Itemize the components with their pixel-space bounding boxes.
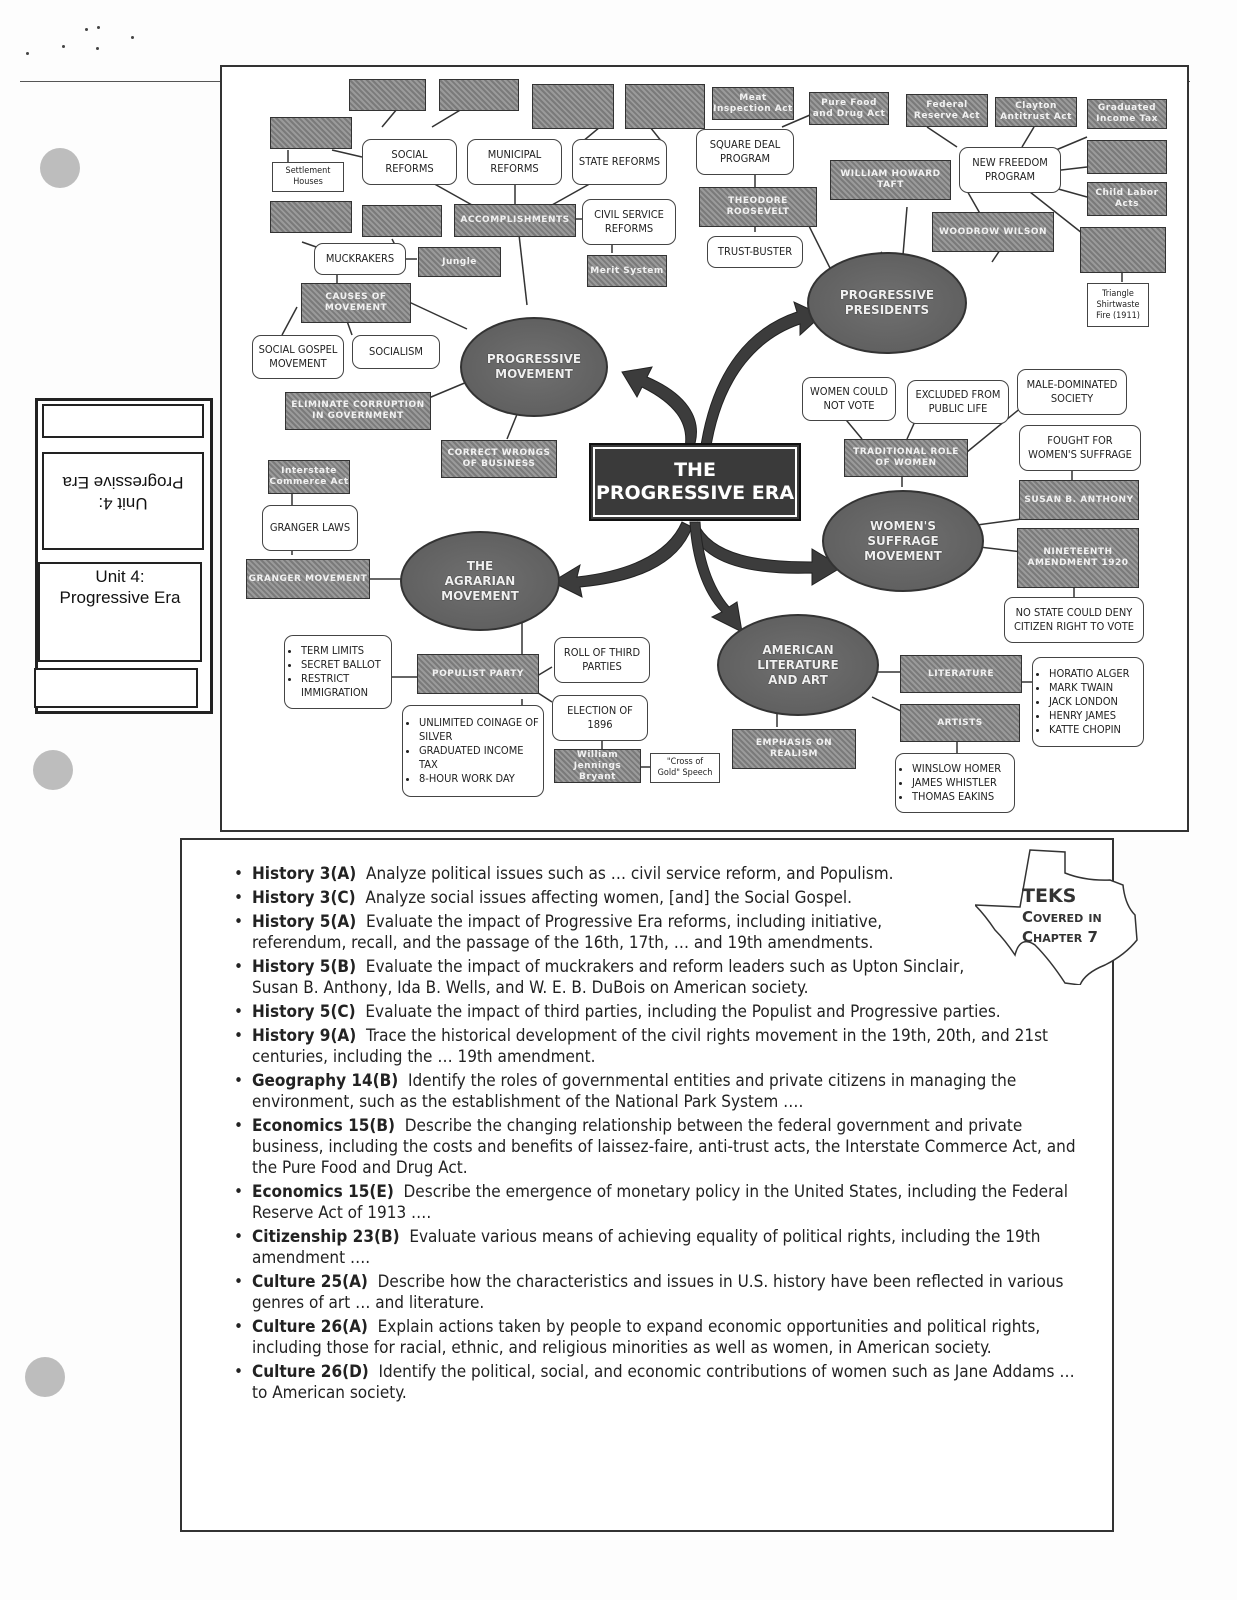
tab-title-upright: Progressive Era	[59, 588, 181, 607]
list-artists	[895, 753, 1015, 813]
shaded-box-social-3	[270, 117, 352, 149]
tab-label-blank-top	[42, 404, 204, 438]
teks-badge-line2: Covered in	[1022, 908, 1102, 926]
shaded-box-traditional-role: TRADITIONAL ROLE OF WOMEN	[844, 439, 968, 477]
box-state-reforms: STATE REFORMS	[572, 139, 667, 185]
shaded-box-literature: LITERATURE	[900, 655, 1022, 693]
shaded-box-state-2	[625, 84, 705, 129]
shaded-box-social-reform-2	[439, 79, 519, 111]
box-women-could-not-vote: WOMEN COULD NOT VOTE	[802, 377, 896, 421]
oval-womens-suffrage: WOMEN'S SUFFRAGE MOVEMENT	[822, 490, 984, 592]
teks-item: • History 3(A) Analyze political issues such as … civil service reform, and Populism.	[252, 864, 1092, 885]
shaded-box-federal-reserve: Federal Reserve Act	[906, 94, 988, 127]
box-excluded-public-life: EXCLUDED FROM PUBLIC LIFE	[907, 380, 1009, 424]
oval-progressive-movement: PROGRESSIVE MOVEMENT	[460, 317, 608, 417]
shaded-box-nineteenth-amendment: NINETEENTH AMENDMENT 1920	[1017, 528, 1139, 588]
box-roll-third-parties: ROLL OF THIRD PARTIES	[554, 637, 650, 683]
teks-item: • Culture 26(D) Identify the political, social, and economic contributions of women such as Jane Addams … to American society.	[252, 1362, 1092, 1404]
box-fought-suffrage: FOUGHT FOR WOMEN'S SUFFRAGE	[1019, 425, 1141, 471]
teks-item: • Economics 15(B) Describe the changing relationship between the federal government and private business, including the costs and benefits of laissez-faire, anti-trust acts, the Interstate Commerce Act, and the Pure Food and Drug Act.	[252, 1116, 1092, 1179]
box-muckrakers: MUCKRAKERS	[314, 243, 406, 275]
tab-label-frame	[35, 398, 213, 714]
shaded-box-state-1	[532, 84, 614, 129]
shaded-box-merit-system: Merit System	[587, 255, 667, 287]
scan-speck	[131, 36, 134, 39]
shaded-box-susan-b-anthony: SUSAN B. ANTHONY	[1019, 480, 1139, 520]
tab-unit-upright: Unit 4:	[95, 567, 145, 586]
box-social-reforms: SOCIAL REFORMS	[362, 139, 457, 185]
center-title-box	[589, 443, 801, 521]
teks-item: • Culture 26(A) Explain actions taken by people to expand economic opportunities and political rights, including those for racial, ethnic, and religious minorities as well as women, in American society.	[252, 1317, 1092, 1359]
shaded-box-meat-inspection: Meat Inspection Act	[712, 87, 794, 120]
teks-item: • Geography 14(B) Identify the roles of governmental entities and private citizens in managing the environment, such as the establishment of the National Park System ….	[252, 1071, 1092, 1113]
scan-speck	[97, 26, 100, 29]
tab-label-upside-down	[42, 452, 204, 550]
box-trust-buster: TRUST-BUSTER	[707, 236, 803, 268]
list-writers	[1032, 657, 1144, 747]
list-item: • JACK LONDON	[1049, 695, 1130, 709]
list-item: • MARK TWAIN	[1049, 681, 1130, 695]
scan-speck	[26, 52, 29, 55]
teks-item: • Citizenship 23(B) Evaluate various means of achieving equality of political rights, including the 19th amendment ….	[252, 1227, 1092, 1269]
list-item: • UNLIMITED COINAGE OF SILVER	[419, 716, 539, 744]
list-item: • WINSLOW HOMER	[912, 762, 1001, 776]
shaded-box-populist-party: POPULIST PARTY	[417, 654, 539, 694]
box-municipal-reforms: MUNICIPAL REFORMS	[467, 139, 562, 185]
shaded-box-wilson-program-3	[1080, 227, 1166, 273]
binder-hole-middle	[33, 750, 73, 790]
box-social-gospel: SOCIAL GOSPEL MOVEMENT	[252, 335, 344, 379]
shaded-box-woodrow-wilson: WOODROW WILSON	[932, 212, 1054, 252]
shaded-box-william-jennings-bryan: William Jennings Bryant	[554, 749, 641, 783]
shaded-box-jungle: Jungle	[418, 247, 501, 277]
box-triangle-fire: Triangle Shirtwaste Fire (1911)	[1087, 283, 1149, 327]
scan-speck	[85, 28, 88, 31]
tab-title-upside-down: Progressive Era	[62, 473, 184, 492]
box-no-state-deny: NO STATE COULD DENY CITIZEN RIGHT TO VOTE	[1004, 597, 1144, 643]
teks-item: • History 5(B) Evaluate the impact of muckrakers and reform leaders such as Upton Sinclair, Susan B. Anthony, Ida B. Wells, and W. E. B. DuBois on American society.	[252, 957, 992, 999]
box-election-1896: ELECTION OF 1896	[552, 695, 648, 741]
box-cross-of-gold: "Cross of Gold" Speech	[650, 753, 720, 783]
center-title-line2: PROGRESSIVE ERA	[595, 482, 795, 504]
shaded-box-eliminate-corruption: ELIMINATE CORRUPTION IN GOVERNMENT	[285, 392, 431, 430]
oval-agrarian-movement: THE AGRARIAN MOVEMENT	[400, 531, 560, 631]
shaded-box-artists: ARTISTS	[900, 704, 1020, 742]
teks-badge	[1022, 885, 1102, 947]
list-item: • SECRET BALLOT	[301, 658, 387, 672]
box-settlement-houses: Settlement Houses	[272, 162, 344, 192]
shaded-box-muckraker-2	[362, 205, 442, 237]
shaded-box-pure-food: Pure Food and Drug Act	[809, 92, 889, 125]
teks-panel	[180, 838, 1114, 1532]
box-granger-laws: GRANGER LAWS	[262, 505, 358, 551]
binder-hole-top	[40, 148, 80, 188]
shaded-box-interstate-commerce: Interstate Commerce Act	[268, 460, 350, 494]
list-item: • THOMAS EAKINS	[912, 790, 1001, 804]
teks-item: • History 3(C) Analyze social issues affecting women, [and] the Social Gospel.	[252, 888, 1092, 909]
shaded-box-social-reform-1	[349, 79, 426, 111]
shaded-box-wilson-program-1	[1087, 140, 1167, 174]
teks-item: • History 5(A) Evaluate the impact of Progressive Era reforms, including initiative, referendum, recall, and the passage of the 16th, 17th, … and 19th amendments.	[252, 912, 912, 954]
tab-label-upright	[38, 562, 202, 662]
list-item: • TERM LIMITS	[301, 644, 387, 658]
shaded-box-muckraker-1	[270, 201, 352, 233]
shaded-box-causes: CAUSES OF MOVEMENT	[301, 283, 411, 323]
list-item: • 8-HOUR WORK DAY	[419, 772, 539, 786]
tab-unit-upside-down: Unit 4:	[98, 494, 148, 513]
shaded-box-clayton: Clayton Antitrust Act	[995, 97, 1077, 127]
scan-speck	[62, 45, 65, 48]
teks-item: • History 9(A) Trace the historical development of the civil rights movement in the 19th, 20th, and 21st centuries, including the … 19th amendment.	[252, 1026, 1092, 1068]
teks-list	[252, 864, 1092, 1407]
teks-badge-title: TEKS	[1022, 885, 1077, 907]
list-item: • KATTE CHOPIN	[1049, 723, 1130, 737]
shaded-box-granger-movement: GRANGER MOVEMENT	[246, 559, 370, 599]
list-item: • JAMES WHISTLER	[912, 776, 1001, 790]
box-socialism: SOCIALISM	[352, 335, 440, 369]
binder-hole-bottom	[25, 1357, 65, 1397]
list-populist-platform	[402, 705, 544, 797]
shaded-box-emphasis-realism: EMPHASIS ON REALISM	[732, 729, 856, 769]
box-new-freedom: NEW FREEDOM PROGRAM	[959, 147, 1061, 193]
box-square-deal: SQUARE DEAL PROGRAM	[696, 129, 794, 175]
list-item: • RESTRICT IMMIGRATION	[301, 672, 387, 700]
shaded-box-correct-wrongs: CORRECT WRONGS OF BUSINESS	[441, 440, 557, 478]
tab-label-blank-bottom	[34, 668, 198, 708]
teks-item: • Economics 15(E) Describe the emergence of monetary policy in the United States, including the Federal Reserve Act of 1913 ….	[252, 1182, 1092, 1224]
scan-speck	[96, 47, 99, 50]
concept-map	[220, 65, 1189, 832]
shaded-box-graduated-income: Graduated Income Tax	[1087, 99, 1167, 129]
oval-literature-and-art: AMERICAN LITERATURE AND ART	[717, 614, 879, 716]
shaded-box-wilson-program-2: Child Labor Acts	[1087, 182, 1167, 216]
shaded-box-accomplishments: ACCOMPLISHMENTS	[454, 204, 576, 237]
list-populist-reforms	[284, 635, 392, 709]
list-item: • GRADUATED INCOME TAX	[419, 744, 539, 772]
center-title-line1: THE	[674, 459, 716, 481]
teks-badge-line3: Chapter 7	[1022, 928, 1098, 946]
shaded-box-theodore-roosevelt: THEODORE ROOSEVELT	[699, 187, 817, 227]
list-item: • HENRY JAMES	[1049, 709, 1130, 723]
box-civil-service-reforms: CIVIL SERVICE REFORMS	[582, 199, 676, 245]
teks-item: • History 5(C) Evaluate the impact of third parties, including the Populist and Progressive parties.	[252, 1002, 1092, 1023]
box-male-dominated: MALE-DOMINATED SOCIETY	[1017, 369, 1127, 415]
teks-item: • Culture 25(A) Describe how the characteristics and issues in U.S. history have been reflected in various genres of art … and literature.	[252, 1272, 1092, 1314]
list-item: • HORATIO ALGER	[1049, 667, 1130, 681]
oval-progressive-presidents: PROGRESSIVE PRESIDENTS	[807, 252, 967, 354]
shaded-box-taft: WILLIAM HOWARD TAFT	[830, 160, 951, 200]
